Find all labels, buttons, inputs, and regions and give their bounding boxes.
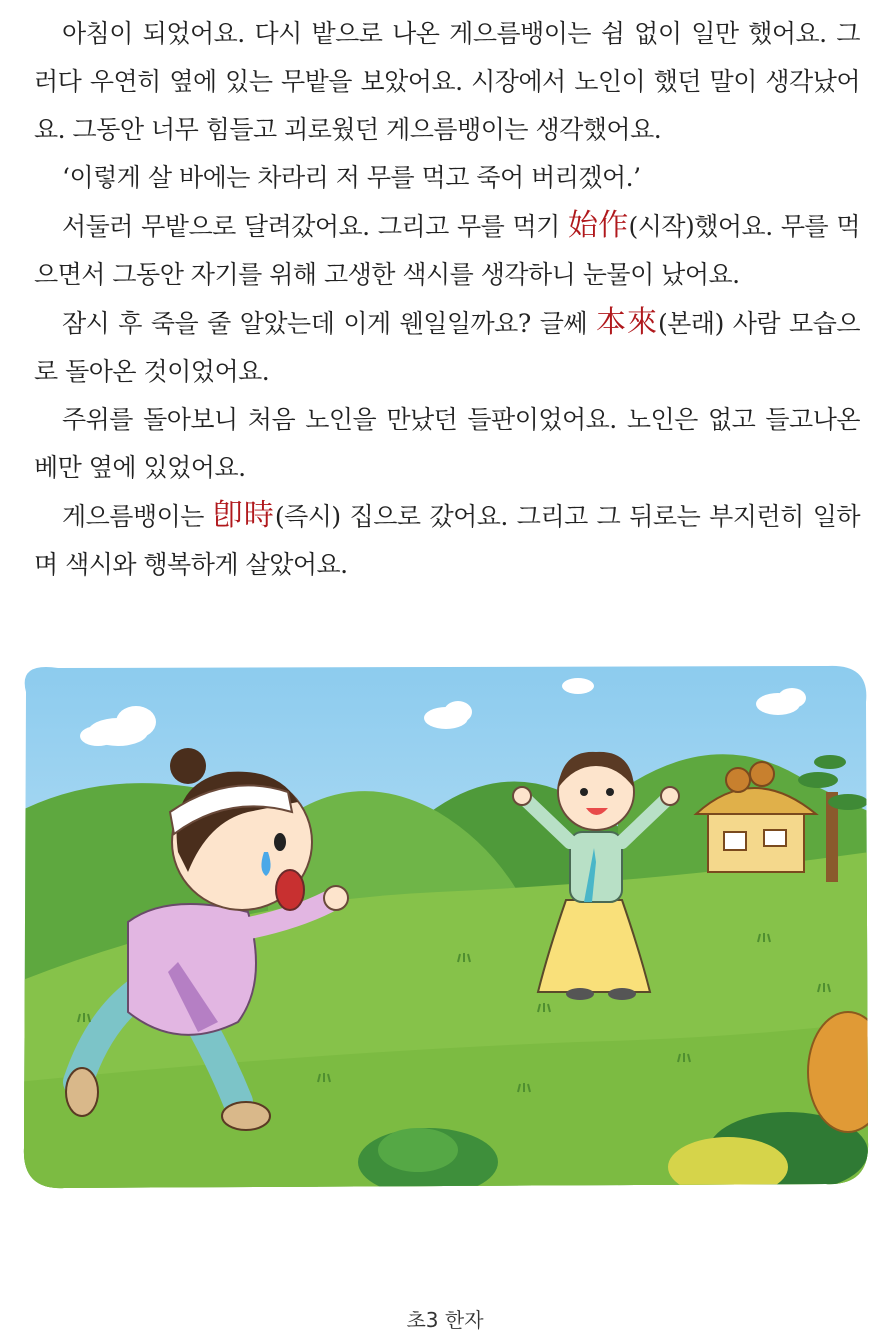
paragraph-1: 아침이 되었어요. 다시 밭으로 나온 게으름뱅이는 쉼 없이 일만 했어요. 그러다 우연히 옆에 있는 무밭을 보았어요. 시장에서 노인이 했던 말이 생각났어요. 그동안 너무 힘들고 괴로웠던 게으름뱅이는 생각했어요. [34, 19, 860, 144]
hanja-bonrae: 本來 [595, 305, 659, 340]
story-illustration [18, 662, 870, 1190]
paragraph-2: ‘이렇게 살 바에는 차라리 저 무를 먹고 죽어 버리겠어.’ [62, 163, 641, 192]
paragraph-4-after: (본래) 사람 모습으로 돌아온 것이었어요. [34, 309, 861, 386]
paragraph-3-after: (시작)했어요. 무를 먹으면서 그동안 자기를 위해 고생한 색시를 생각하니 눈물이 났어요. [34, 212, 860, 289]
paragraph-5: 주위를 돌아보니 처음 노인을 만났던 들판이었어요. 노인은 없고 들고나온 베만 옆에 있었어요. [34, 405, 860, 482]
hanja-jeuksi: 卽時 [212, 498, 275, 533]
paragraph-6-before: 게으름뱅이는 [62, 502, 213, 531]
paragraph-4-before: 잠시 후 죽을 줄 알았는데 이게 웬일일까요? 글쎄 [62, 309, 596, 338]
story-text [34, 10, 860, 589]
cloud [562, 678, 594, 694]
paragraph-6-after: (즉시) 집으로 갔어요. 그리고 그 뒤로는 부지런히 일하며 색시와 행복하게 살았어요. [34, 502, 860, 579]
paragraph-4 [34, 299, 860, 396]
hanja-sijak: 始作 [567, 208, 629, 243]
page-footer: 초3 한자 [406, 1308, 484, 1332]
paragraph-6 [34, 492, 860, 589]
paragraph-3-before: 서둘러 무밭으로 달려갔어요. 그리고 무를 먹기 [62, 212, 568, 241]
paragraph-3 [34, 202, 860, 299]
